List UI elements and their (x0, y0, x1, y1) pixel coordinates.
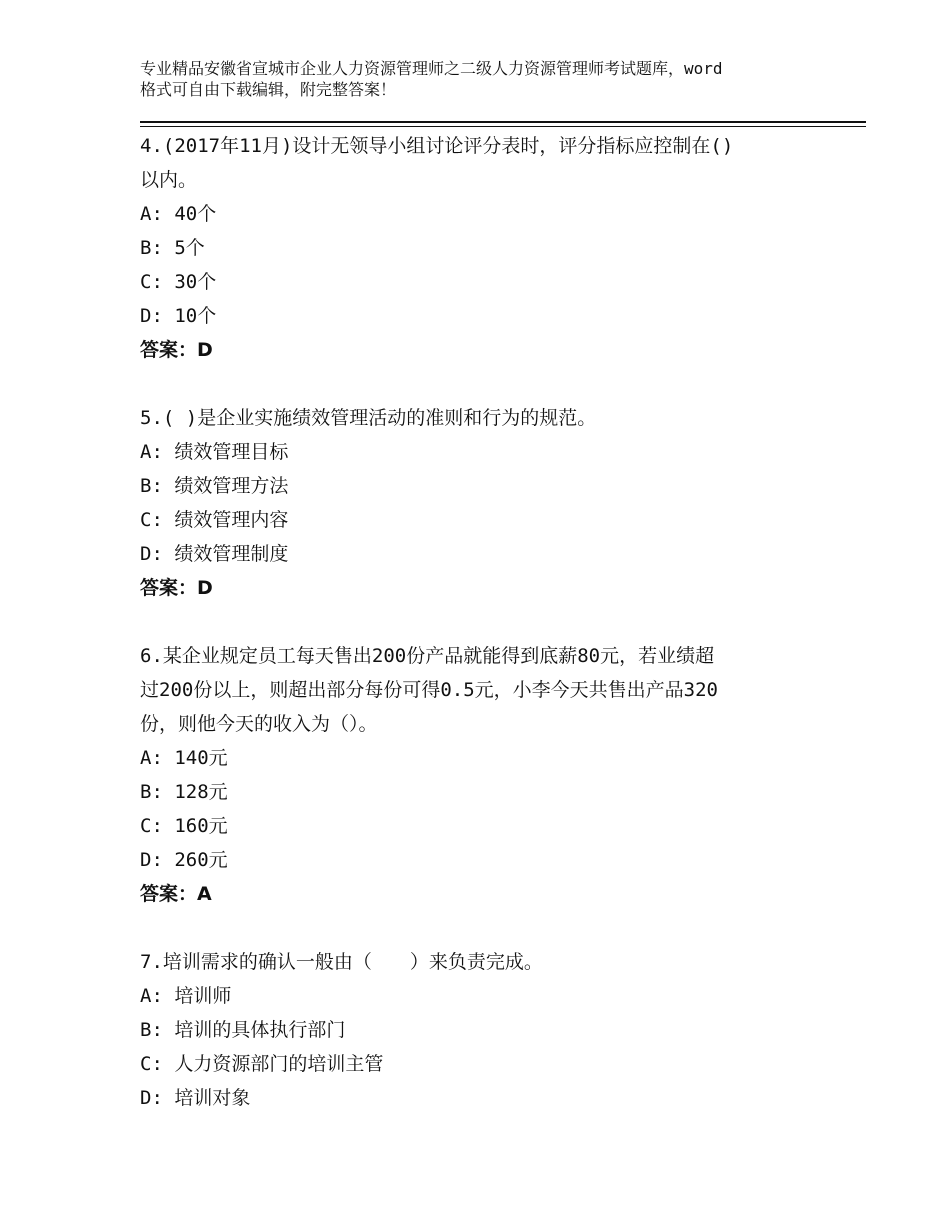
question-spacer (140, 605, 840, 639)
option-b: B: 绩效管理方法 (140, 475, 289, 497)
header-line-2: 格式可自由下载编辑，附完整答案！ (140, 80, 397, 99)
stem-line: 5.( )是企业实施绩效管理活动的准则和行为的规范。 (140, 407, 597, 429)
option-c: C: 人力资源部门的培训主管 (140, 1053, 384, 1075)
stem-line: 7.培训需求的确认一般由（ ）来负责完成。 (140, 951, 543, 973)
stem-line: 份，则他今天的收入为（）。 (140, 713, 378, 735)
option-c: C: 绩效管理内容 (140, 509, 289, 531)
option-b: B: 128元 (140, 781, 228, 803)
question-item (140, 129, 840, 367)
answer-line: 答案：D (140, 577, 213, 599)
option-c: C: 30个 (140, 271, 217, 293)
question-spacer (140, 367, 840, 401)
stem-line: 过200份以上，则超出部分每份可得0.5元，小李今天共售出产品320 (140, 679, 718, 701)
question-item (140, 945, 840, 1115)
option-a: A: 培训师 (140, 985, 232, 1007)
option-b: B: 5个 (140, 237, 205, 259)
option-b: B: 培训的具体执行部门 (140, 1019, 346, 1041)
question-list (140, 129, 840, 1115)
stem-line: 6.某企业规定员工每天售出200份产品就能得到底薪80元，若业绩超 (140, 645, 715, 667)
answer-line: 答案：A (140, 883, 212, 905)
stem-line: 4.(2017年11月)设计无领导小组讨论评分表时，评分指标应控制在() (140, 135, 734, 157)
header-divider-thick (140, 121, 866, 123)
answer-line: 答案：D (140, 339, 213, 361)
option-c: C: 160元 (140, 815, 228, 837)
question-stem (140, 639, 840, 741)
question-stem (140, 129, 840, 197)
question-item (140, 639, 840, 911)
option-a: A: 40个 (140, 203, 217, 225)
header-divider-thin (140, 126, 866, 127)
question-stem (140, 401, 840, 435)
question-spacer (140, 911, 840, 945)
question-stem (140, 945, 840, 979)
option-d: D: 绩效管理制度 (140, 543, 289, 565)
stem-line: 以内。 (140, 169, 198, 191)
option-a: A: 绩效管理目标 (140, 441, 289, 463)
option-a: A: 140元 (140, 747, 228, 769)
header-line-1: 专业精品安徽省宣城市企业人力资源管理师之二级人力资源管理师考试题库，word (140, 59, 723, 78)
question-item (140, 401, 840, 605)
document-header (140, 58, 840, 100)
option-d: D: 260元 (140, 849, 228, 871)
option-d: D: 10个 (140, 305, 217, 327)
option-d: D: 培训对象 (140, 1087, 251, 1109)
